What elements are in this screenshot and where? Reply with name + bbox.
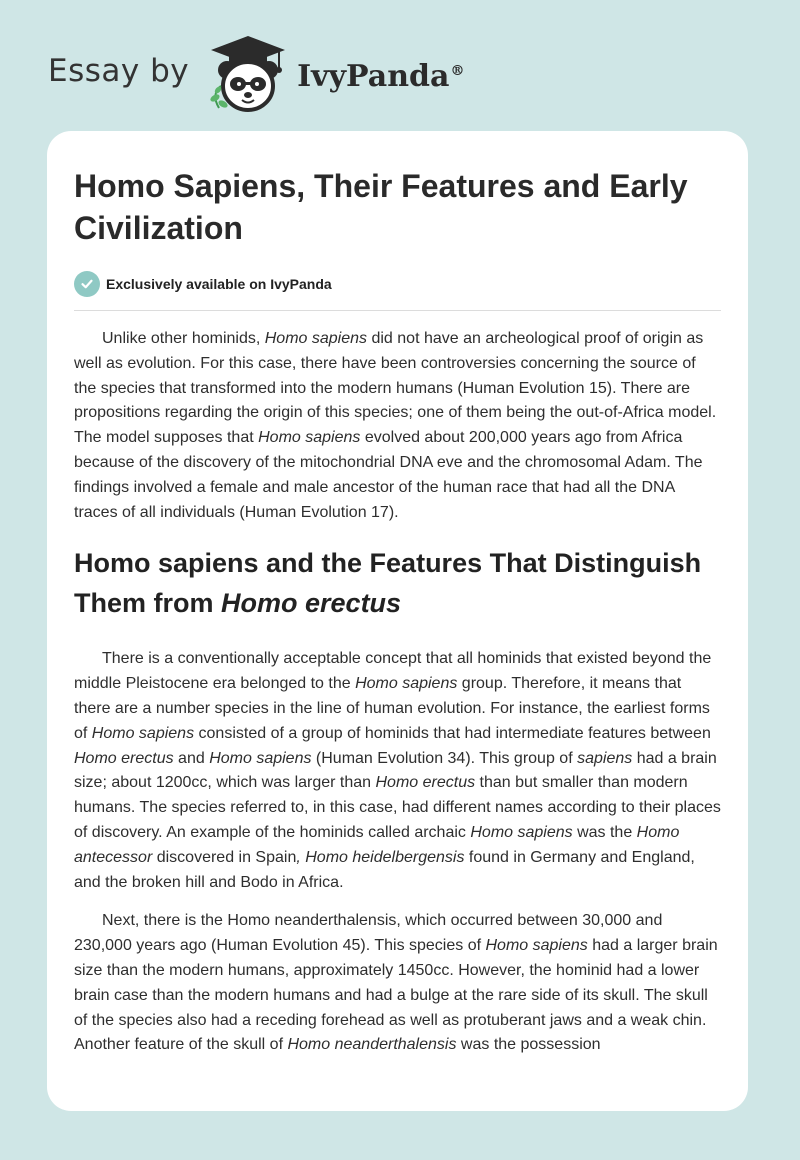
site-header	[48, 34, 464, 114]
exclusive-badge	[74, 271, 721, 297]
text-run: found in Germany and England, and the broken hill and Bodo in Africa.	[74, 848, 695, 891]
checkmark-icon	[74, 271, 100, 297]
italic-term: , Homo heidelbergensis	[296, 848, 465, 866]
text-run: evolved about 200,000 years ago from Africa because of the discovery of the mitochondrial DNA eve and the chromosomal Adam. The findings involved a female and male ancestor of the human race that had all the DNA traces of all individuals (Human Evolution 17).	[74, 429, 703, 521]
italic-term: Homo sapiens	[258, 429, 361, 447]
italic-term: Homo sapiens	[355, 675, 458, 693]
paragraph	[74, 327, 721, 525]
paragraph	[74, 647, 721, 895]
paragraph	[74, 909, 721, 1058]
text-run: There is a conventionally acceptable concept that all hominids that existed beyond the middle Pleistocene era belonged to the	[74, 650, 712, 693]
divider	[74, 310, 721, 311]
essay-title: Homo Sapiens, Their Features and Early Civilization	[74, 168, 688, 246]
text-run: Unlike other hominids,	[102, 330, 265, 347]
text-run: and	[173, 749, 210, 767]
italic-term: Homo erectus	[221, 588, 402, 619]
essay-card	[47, 131, 748, 1111]
text-run: (Human Evolution 34). This group of	[311, 749, 578, 767]
italic-term: Homo antecessor	[74, 823, 680, 866]
text-run: had a larger brain size than the modern humans, approximately 1450cc. However, the hominid had a lower brain case than the modern humans and had a bulge at the rare side of its skull. The skull of the species also had a receding forehead as well as protuberant jaws and a weak chin. Another feature of the skull of	[74, 937, 718, 1054]
text-run: than but smaller than modern humans. The species referred to, in this case, had different names according to their places of discovery. An example of the hominids called archaic	[74, 774, 721, 841]
italic-term: Homo erectus	[74, 749, 174, 767]
italic-term: Homo sapiens	[264, 330, 368, 347]
text-run: did not have an archeological proof of origin as well as evolution. For this case, there have been controversies concerning the source of the species that transformed into the modern humans (Human Evolution 15). There are propositions regarding the origin of this species; one of them being the out-of-Africa model. The model supposes that	[74, 330, 717, 447]
text-run: consisted of a group of hominids that had intermediate features between	[194, 724, 711, 742]
text-run: Next, there is the Homo neanderthalensis, which occurred between 30,000 and 230,000 years ago (Human Evolution 45). This species of	[74, 912, 663, 955]
italic-term: Homo sapiens	[485, 937, 588, 955]
section-heading	[74, 543, 721, 623]
italic-term: Homo neanderthalensis	[287, 1036, 457, 1054]
text-run: was the possession	[456, 1036, 601, 1054]
italic-term: Homo sapiens	[470, 823, 573, 841]
panda-logo-icon[interactable]	[205, 34, 291, 114]
italic-term: sapiens	[577, 749, 633, 767]
text-run: Homo sapiens and the Features That Distinguish Them from	[74, 548, 702, 619]
brand-prefix: Essay by	[48, 53, 190, 89]
brand-name[interactable]: IvyPanda®	[297, 58, 465, 94]
italic-term: Homo erectus	[375, 774, 476, 792]
italic-term: Homo sapiens	[91, 724, 195, 742]
registered-mark: ®	[450, 62, 465, 79]
text-run: had a brain size; about 1200cc, which was larger than	[74, 749, 717, 792]
italic-term: Homo sapiens	[209, 749, 312, 767]
text-run: was the	[572, 823, 637, 841]
text-run: group. Therefore, it means that there are a number species in the line of human evolution. For instance, the earliest forms of	[74, 675, 710, 742]
essay-content	[47, 131, 748, 1058]
text-run: discovered in Spain	[152, 848, 297, 866]
exclusive-text: Exclusively available on IvyPanda	[106, 276, 332, 292]
